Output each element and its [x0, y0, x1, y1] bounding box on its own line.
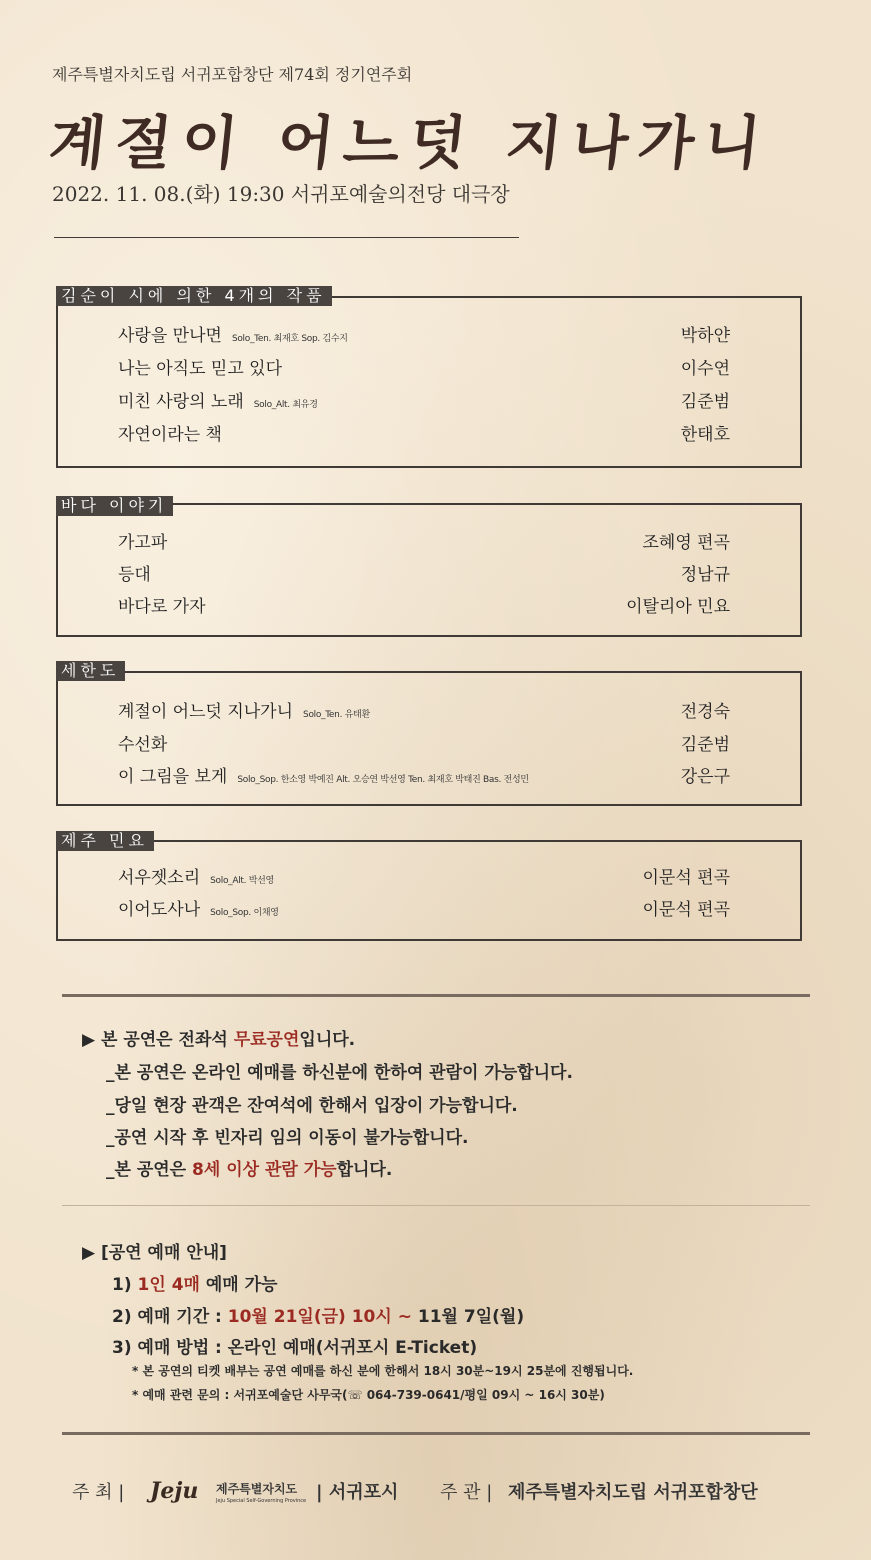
host-label: 주 최 |: [72, 1482, 125, 1503]
composer: 한태호: [680, 425, 730, 445]
section-label: 세한도: [56, 661, 125, 681]
soloist-info: Solo_Sop. 이채영: [210, 908, 279, 918]
province-name: 제주특별자치도: [216, 1482, 298, 1496]
piece-title: 수선화: [118, 735, 168, 755]
program-item: [118, 561, 730, 589]
composer: 이탈리아 민요: [626, 597, 730, 617]
section-label: 김순이 시에 의한 4개의 작품: [56, 286, 332, 306]
section-label: 바다 이야기: [56, 496, 173, 516]
booking-note: * 예매 관련 문의 : 서귀포예술단 사무국(☏ 064-739-0641/평일 09시 ~ 16시 30분): [132, 1388, 605, 1402]
composer: 정남규: [680, 565, 730, 585]
booking-item: 1) 1인 4매 예매 가능: [112, 1275, 278, 1295]
program-item: [118, 864, 730, 892]
piece-title: 가고파: [118, 533, 168, 553]
concert-subtitle: 제주특별자치도립 서귀포합창단 제74회 정기연주회: [52, 65, 413, 84]
composer: 조혜영 편곡: [642, 533, 730, 553]
organizer-name: 제주특별자치도립 서귀포합창단: [508, 1482, 758, 1503]
date-venue: 2022. 11. 08.(화) 19:30 서귀포예술의전당 대극장: [52, 182, 510, 206]
piece-title: 등대: [118, 565, 151, 585]
program-item: [118, 896, 730, 924]
notice-line: _본 공연은 온라인 예매를 하신분에 한하여 관람이 가능합니다.: [106, 1063, 573, 1083]
notice-line: _본 공연은 8세 이상 관람 가능합니다.: [106, 1160, 393, 1180]
piece-title: 서우젯소리: [118, 868, 201, 888]
section-label: 제주 민요: [56, 831, 154, 851]
piece-title: 이 그림을 보게: [118, 767, 228, 787]
header-divider: [54, 237, 519, 238]
notice-divider-mid: [62, 1205, 810, 1206]
program-item: [118, 731, 730, 759]
composer: 이문석 편곡: [642, 868, 730, 888]
free-highlight: 무료공연: [233, 1030, 300, 1050]
notice-line: _공연 시작 후 빈자리 임의 이동이 불가능합니다.: [106, 1128, 469, 1148]
notice-divider-top: [62, 994, 810, 997]
program-item: [118, 355, 730, 383]
city-name: | 서귀포시: [316, 1482, 399, 1503]
piece-title: 자연이라는 책: [118, 425, 222, 445]
piece-title: 사랑을 만나면: [118, 326, 222, 346]
booking-note: * 본 공연의 티켓 배부는 공연 예매를 하신 분에 한해서 18시 30분~19시 25분에 진행됩니다.: [132, 1364, 634, 1378]
program-item: [118, 529, 730, 557]
concert-title: 계절이 어느덧 지나가니: [45, 109, 774, 177]
program-item: [118, 763, 730, 791]
booking-heading: ▶ [공연 예매 안내]: [82, 1243, 227, 1263]
composer: 이수연: [680, 359, 730, 379]
composer: 이문석 편곡: [642, 900, 730, 920]
notice-line: _당일 현장 관객은 잔여석에 한해서 입장이 가능합니다.: [106, 1096, 518, 1116]
composer: 강은구: [680, 767, 730, 787]
piece-title: 계절이 어느덧 지나가니: [118, 702, 294, 722]
program-item: [118, 388, 730, 416]
soloist-info: Solo_Ten. 유태환: [303, 710, 370, 720]
program-item: [118, 322, 730, 350]
age-highlight: 8세 이상 관람 가능: [192, 1160, 337, 1180]
piece-title: 바다로 가자: [118, 597, 206, 617]
composer: 김준범: [680, 735, 730, 755]
soloist-info: Solo_Alt. 박선영: [210, 876, 274, 886]
booking-item: 2) 예매 기간 : 10월 21일(금) 10시 ~ 11월 7일(월): [112, 1307, 525, 1327]
piece-title: 미친 사랑의 노래: [118, 392, 244, 412]
soloist-info: Solo_Ten. 최재호 Sop. 김수지: [231, 334, 348, 344]
soloist-info: Solo_Sop. 한소영 박예진 Alt. 오승연 박선영 Ten. 최재호 박태진 Bas. 전성민: [237, 775, 529, 785]
jeju-logo: Jeju: [150, 1478, 199, 1504]
footer-divider: [62, 1432, 810, 1435]
program-item: [118, 698, 730, 726]
province-name-en: Jeju Special Self-Governing Province: [216, 1498, 307, 1504]
composer: 박하얀: [680, 326, 730, 346]
piece-title: 이어도사나: [118, 900, 201, 920]
program-item: [118, 421, 730, 449]
notice-line: ▶ 본 공연은 전좌석 무료공연입니다.: [82, 1030, 356, 1050]
piece-title: 나는 아직도 믿고 있다: [118, 359, 283, 379]
organizer-label: 주 관 |: [440, 1482, 493, 1503]
booking-item: 3) 예매 방법 : 온라인 예매(서귀포시 E-Ticket): [112, 1338, 478, 1358]
composer: 전경숙: [680, 702, 730, 722]
soloist-info: Solo_Alt. 최유경: [253, 400, 318, 410]
composer: 김준범: [680, 392, 730, 412]
program-item: [118, 593, 730, 621]
